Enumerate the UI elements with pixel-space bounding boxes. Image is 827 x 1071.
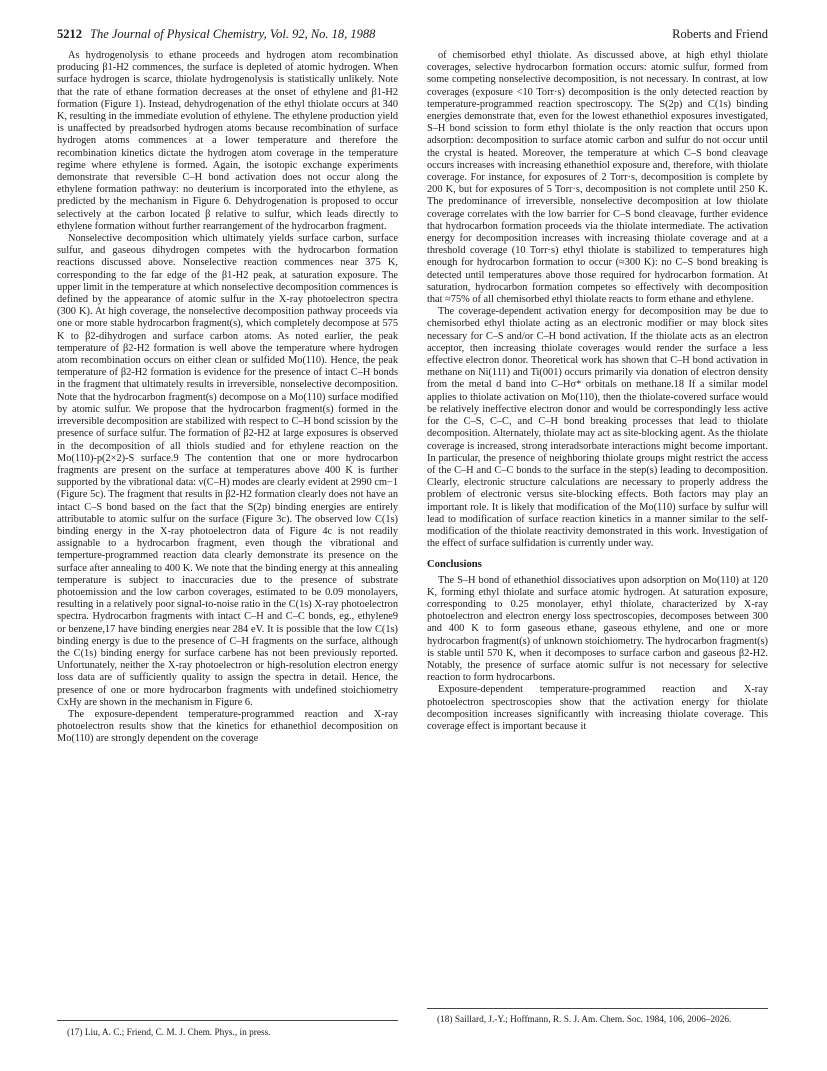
paragraph: Exposure-dependent temperature-programmed reaction and X-ray photoelectron spectroscopies show that the activation energy for thiolate decomposition increases significantly with increasing thiolate coverage. This coverage effect is important because it	[427, 684, 768, 732]
paragraph: The exposure-dependent temperature-programmed reaction and X-ray photoelectron results show that the kinetics for ethanethiol decomposition on Mo(110) are strongly dependent on the coverage	[57, 708, 398, 745]
page-number: 5212	[57, 27, 82, 41]
paragraph: of chemisorbed ethyl thiolate. As discussed above, at high ethyl thiolate coverages, selective hydrocarbon formation occurs: atomic sulfur, formed from some competing nonselective decomposition, is not necessary. In contrast, at low coverages (exposure <10 Torr·s) decomposition is the only detected reaction by temperature-programmed reaction spectroscopy. The S(2p) and C(1s) binding energies demonstrate that, even for the lowest ethanethiol exposures investigated, S–H bond scission to form ethyl thiolate is the only reaction that occurs upon adsorption: decomposition to surface atomic carbon and sulfur do not occur until the crystal is heated. Moreover, the temperature at which C–S bond cleavage occurs increases with increasing ethanethiol exposure and, therefore, with thiolate coverage. For instance, for exposures of 2 Torr·s, decomposition is complete by 200 K, but for exposures of 5 Torr·s, decomposition is not complete until 250 K. The predominance of irreversible, nonselective decomposition at low thiolate coverage correlates with the low barrier for C–S bond cleavage, further evidence that hydrocarbon formation proceeds via the thiolate intermediate. The activation energy for decomposition increases with increasing thiolate coverage and at a threshold coverage (10 Torr·s) ethyl thiolate is stabilized to temperatures high enough for hydrocarbon formation to occur (≈300 K): no C–S bond breaking is detected until temperatures above those required for hydrocarbon formation. At saturation, hydrocarbon formation competes so effectively with decomposition that ≈75% of all chemisorbed ethyl thiolate reacts to form ethane and ethylene.	[427, 50, 768, 306]
conclusions-heading: Conclusions	[427, 559, 482, 571]
footnote-18: (18) Saillard, J.-Y.; Hoffmann, R. S. J. Am. Chem. Soc. 1984, 106, 2006–2026.	[437, 1015, 732, 1025]
paragraph: Nonselective decomposition which ultimately yields surface carbon, surface sulfur, and gaseous dihydrogen competes with the hydrocarbon formation reactions discussed above. Nonselective reaction commences near 375 K, corresponding to the far edge of the β1-H2 peak, at saturation exposure. The upper limit in the temperature at which nonselective decomposition commences is defined by the appearance of atomic sulfur in the X-ray photoelectron spectra (300 K). At high coverage, the nonselective decomposition pathway proceeds via one or more stable hydrocarbon fragment(s), which completely decompose at 575 K to β2-dihydrogen and surface carbon atoms. As noted earlier, the peak temperature of β2-H2 formation is well above the temperature where hydrogen atom recombination occurs on either clean or sulfided Mo(110). Hence, the peak temperature of β2-H2 formation is evidence for the presence of intact C–H bonds in the fragment that ultimately results in irreversible, nonselective decomposition. Note that the hydrocarbon fragment(s) decompose on a Mo(110) surface modified by atomic sulfur. We propose that the hydrocarbon fragment(s) formed in the irreversible decomposition are stabilized with respect to C–H bond scission by the presence of surface sulfur. The formation of β2-H2 at large exposures is observed in the decomposition of all thiols studied and for ethylene reaction on the Mo(110)-p(2×2)-S surface.9 The contention that one or more hydrocarbon fragments are present on the surface at temperatures above 400 K is further supported by the vibrational data: ν(C–H) modes are clearly evident at 2990 cm−1 (Figure 5c). The fragment that results in β2-H2 formation clearly does not have an intact C–S bond based on the fact that the S(2p) binding energies are entirely attributable to atomic sulfur on the surface (Figure 3c). The observed low C(1s) binding energy in the X-ray photoelectron data of Figure 4c is not readily assignable to a hydrocarbon fragment, even though the vibrational and temperture-programmed reaction data clearly demonstrate its presence on the surface after annealing to 400 K. We note that the binding energy at this annealing temperature is subject to inaccuracies due to the presence of substrate photoemission and the low carbon coverages, estimated to be 0.09 monolayers, resulting in a relatively poor signal-to-noise ratio in the C(1s) X-ray photoelectron spectra. Hydrocarbon fragments with intact C–H and C–C bonds, eg., ethylene9 or benzene,17 have binding energies near 284 eV. It is possible that the low C(1s) binding energy is due to the presence of C–H fragments on the surface, although the C(1s) binding energy for surface carbene has not been previously reported. Unfortunately, neither the X-ray photoelectron or high-resolution electron energy loss data are of sufficiently quality to assign the spectra in detail. Hence, the presence of one or more hydrocarbon fragments with undefined stoichiometry CxHy are shown in the mechanism in Figure 6.	[57, 233, 398, 708]
right-column	[427, 50, 768, 733]
left-column	[57, 50, 398, 746]
running-authors: Roberts and Friend	[672, 27, 768, 41]
footnote-rule-right	[427, 1008, 768, 1009]
footnote-rule-left	[57, 1020, 398, 1021]
footnote-17: (17) Liu, A. C.; Friend, C. M. J. Chem. Phys., in press.	[67, 1028, 271, 1038]
paragraph: The coverage-dependent activation energy for decomposition may be due to chemisorbed ethyl thiolate acting as an electronic modifier or may block sites necessary for C–S and/or C–H bond activation. If the thiolate acts as an electron acceptor, then increasing thiolate coverages would render the surface a less effective electron donor. Theoretical work has shown that C–H bond activation in methane on Ni(111) and Ti(001) occurs primarily via donation of electron density from the metal d band into C–Hσ* orbitals on methane.18 If a similar model applies to thiolate activation on Mo(110), then the thiolate-covered surface would be relatively ineffective electron donor and would be correspondingly less active for the C–S, C–C, and C–H bond breaking processes that lead to thiolate decomposition. Alternately, thiolate may act as site-blocking agent. As the thiolate coverage is increased, strong interadsorbate interactions might become important. In particular, the presence of neighboring thiolate groups might restrict the access of the C–H and C–C bonds to the surface in the step(s) leading to decomposition. Clearly, electronic structure calculations are necessary to properly address the problem of electronic versus site-blocking effects. Both factors may play an important role. It is likely that modification of the Mo(110) surface by sulfur will lead to modification of surface reaction kinetics in a manner similar to the self-modification of the thiolate reactivity demonstrated in this work. Investigation of the effect of surface sulfidation is currently under way.	[427, 306, 768, 550]
journal-citation: The Journal of Physical Chemistry, Vol. 92, No. 18, 1988	[90, 27, 376, 41]
paragraph: As hydrogenolysis to ethane proceeds and hydrogen atom recombination producing β1-H2 commences, the surface is depleted of atomic hydrogen. When surface hydrogen is scarce, thiolate hydrogenolysis is statistically unlikely. Note that the rate of ethane formation decreases at the onset of ethylene and β1-H2 formation (Figure 1). Instead, dehydrogenation of the ethyl thiolate occurs at 340 K, resulting in the immediate evolution of ethylene. The ethylene production yield is unaffected by preadsorbed hydrogen atoms because recombination of surface hydrogen atoms commences at a lower temperature and therefore the recombination kinetics dictate the hydrogen atom coverage in the temperature regime where ethylene is formed. Again, the isotopic exchange experiments demonstrate that reversible C–H bond activation does not occur along the ethylene formation pathway: no deuterium is incorporated into the ethylene, as predicted by the mechanism in Figure 6. Dehydrogenation is proposed to occur selectively at the carbon located β relative to sulfur, which leads directly to ethylene formation without further rearrangement of the hydrocarbon fragment.	[57, 50, 398, 232]
running-header	[57, 27, 768, 45]
paragraph: The S–H bond of ethanethiol dissociatives upon adsorption on Mo(110) at 120 K, forming ethyl thiolate and surface atomic hydrogen. At saturation exposure, corresponding to 0.25 monolayer, ethyl thiolate, characterized by X-ray photoelectron and electron energy loss spectroscopies, decomposes between 300 and 400 K to form gaseous ethane, gaseous ethylene, and one or more hydrocarbon fragment(s) of unknown stoichiometry. The hydrocarbon fragment(s) is stable until 570 K, when it decomposes to surface carbon and gaseous β2-H2. Notably, the presence of surface atomic sulfur is not necessary for selective reaction to form hydrocarbons.	[427, 574, 768, 684]
